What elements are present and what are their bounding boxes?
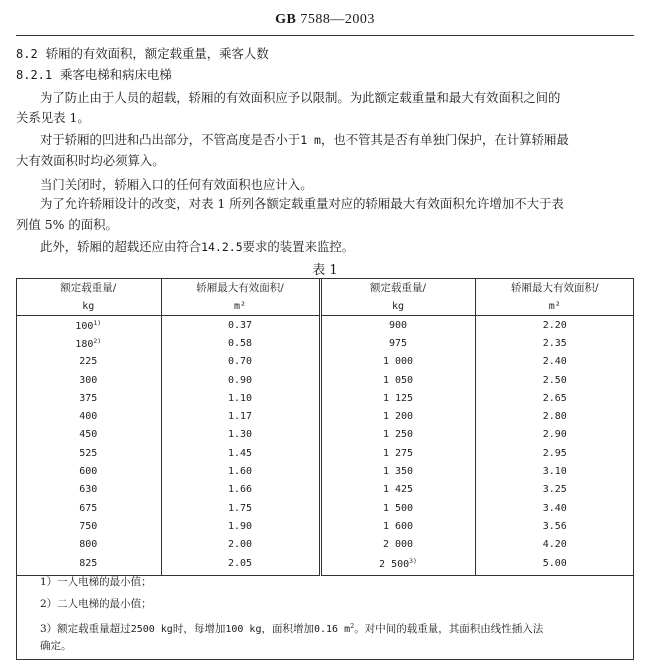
footnote-marker: 1) <box>93 318 102 327</box>
cell-area-right <box>475 462 634 480</box>
cell-load-right <box>320 316 475 335</box>
cell-area-right <box>475 426 634 444</box>
table-caption: 表 1 <box>312 263 338 278</box>
cell-load-left <box>16 371 161 389</box>
cell-load-left-value: 300 <box>79 374 98 386</box>
subsection-heading <box>16 66 636 84</box>
header-load-label-right: 额定载重量/ <box>320 278 475 297</box>
cell-load-left-value: 600 <box>79 466 98 478</box>
cell-load-left-value: 225 <box>79 356 98 368</box>
note-3-line-2: 确定。 <box>40 640 72 652</box>
cell-area-left <box>161 426 320 444</box>
cell-load-left <box>16 334 161 352</box>
note-3-line-1 <box>40 616 543 640</box>
table-row <box>16 481 634 499</box>
table-header-row-labels <box>16 278 634 297</box>
cell-area-right-value: 3.25 <box>542 484 567 496</box>
cell-area-right-value: 5.00 <box>542 557 567 569</box>
paragraph-2-value: 1 m <box>300 133 321 147</box>
cell-area-left-value: 1.66 <box>227 484 253 496</box>
cell-load-right-value: 975 <box>388 337 408 349</box>
cell-load-right-value: 900 <box>388 319 408 331</box>
cell-load-right <box>320 389 475 407</box>
paragraph-1-line-1: 为了防止由于人员的超载，轿厢的有效面积应予以限制。为此额定载重量和最大有效面积之间的 <box>40 90 561 105</box>
cell-area-right-value: 3.56 <box>542 520 567 532</box>
cell-load-left <box>16 407 161 425</box>
cell-load-left-value: 180 <box>75 338 94 350</box>
cell-area-left-value: 1.75 <box>227 502 253 514</box>
cell-load-left-value: 800 <box>79 539 98 551</box>
note-1: 1）一人电梯的最小值； <box>40 576 152 588</box>
cell-load-right-value: 1 350 <box>382 466 414 478</box>
cell-load-right <box>320 462 475 480</box>
note-2: 2）二人电梯的最小值； <box>40 598 152 610</box>
header-area-label-left: 轿厢最大有效面积/ <box>161 278 320 297</box>
table-row <box>16 353 634 371</box>
cell-load-left-value: 675 <box>79 502 98 514</box>
cell-load-left-value: 630 <box>79 484 98 496</box>
cell-load-right-value: 1 200 <box>382 411 414 423</box>
cell-area-right <box>475 316 634 335</box>
table-row <box>16 462 634 480</box>
cell-area-left <box>161 462 320 480</box>
section-title: 轿厢的有效面积，额定载重量，乘客人数 <box>45 46 269 61</box>
header-load-unit-right: kg <box>320 297 475 316</box>
cell-area-right <box>475 536 634 554</box>
cell-area-left <box>161 536 320 554</box>
section-number: 8.2 <box>16 47 38 61</box>
cell-area-left <box>161 554 320 576</box>
cell-area-left-value: 0.90 <box>227 374 253 386</box>
cell-load-right-value: 1 000 <box>382 356 414 368</box>
header-area-label-right: 轿厢最大有效面积/ <box>475 278 634 297</box>
cell-load-left <box>16 353 161 371</box>
cell-load-right <box>320 353 475 371</box>
footnote-marker: 2) <box>93 336 102 345</box>
cell-area-left <box>161 481 320 499</box>
table-row <box>16 371 634 389</box>
cell-area-right <box>475 334 634 352</box>
cell-load-right-value: 1 125 <box>382 392 414 404</box>
cell-load-right-value: 1 250 <box>382 429 414 441</box>
paragraph-1-line-2: 关系见表 1。 <box>16 110 90 125</box>
table-row <box>16 499 634 517</box>
cell-load-left-value: 825 <box>79 557 98 569</box>
cell-load-left <box>16 389 161 407</box>
cell-load-right <box>320 481 475 499</box>
note-3-threshold: 2500 kg <box>130 624 173 635</box>
cell-area-right-value: 3.40 <box>542 502 567 514</box>
cell-area-left-value: 1.30 <box>227 429 253 441</box>
cell-area-right-value: 2.40 <box>542 356 567 368</box>
cell-load-left <box>16 481 161 499</box>
footnote-marker: 3) <box>409 556 417 565</box>
cell-area-left <box>161 371 320 389</box>
cell-load-right-value: 1 500 <box>382 502 414 514</box>
table-row <box>16 517 634 535</box>
cell-load-left <box>16 499 161 517</box>
load-area-table <box>16 278 634 576</box>
cell-load-left-value: 525 <box>79 447 98 459</box>
cell-area-right <box>475 499 634 517</box>
note-3-step: 100 kg <box>225 624 262 635</box>
cell-area-left-value: 1.90 <box>227 520 253 532</box>
cell-area-right <box>475 353 634 371</box>
cell-area-right-value: 2.50 <box>542 374 567 386</box>
table-row <box>16 407 634 425</box>
cell-area-right-value: 2.20 <box>542 319 567 331</box>
cell-area-right-value: 2.95 <box>542 447 567 459</box>
header-area-unit-left: m² <box>161 297 320 316</box>
cell-area-right <box>475 554 634 576</box>
standard-prefix: GB <box>275 12 297 27</box>
cell-load-right-value: 1 050 <box>382 374 414 386</box>
cell-load-left-value: 375 <box>79 392 98 404</box>
cell-area-right <box>475 517 634 535</box>
cell-area-right <box>475 407 634 425</box>
cell-area-left <box>161 353 320 371</box>
cell-area-left-value: 2.00 <box>227 539 253 551</box>
paragraph-3: 当门关闭时，轿厢入口的任何有效面积也应计入。 <box>40 177 313 192</box>
cell-area-right-value: 2.35 <box>542 337 567 349</box>
cell-load-right <box>320 407 475 425</box>
cell-area-left-value: 0.37 <box>227 319 253 331</box>
cell-load-left-value: 750 <box>79 520 98 532</box>
paragraph-5 <box>40 238 636 256</box>
paragraph-4-line-2: 列值 5% 的面积。 <box>16 217 118 232</box>
paragraph-5-text-a: 此外，轿厢的超载还应由符合 <box>40 239 202 254</box>
paragraph-2-text-c: ，也不管其是否有单独门保护，在计算轿厢最 <box>320 132 569 147</box>
cell-area-left <box>161 316 320 335</box>
cell-load-left <box>16 462 161 480</box>
cell-area-left-value: 0.58 <box>227 337 253 349</box>
cell-area-left-value: 1.45 <box>227 447 253 459</box>
note-3-mid1: 时，每增加 <box>172 623 226 635</box>
paragraph-5-text-c: 要求的装置来监控。 <box>242 239 355 254</box>
cell-load-left <box>16 316 161 335</box>
cell-area-left <box>161 407 320 425</box>
note-3-prefix: 3）额定载重量超过 <box>40 623 131 635</box>
cell-load-left <box>16 426 161 444</box>
cell-load-left <box>16 517 161 535</box>
cell-area-left <box>161 499 320 517</box>
section-heading <box>16 45 636 63</box>
cell-area-left-value: 1.17 <box>227 411 253 423</box>
cell-area-left <box>161 444 320 462</box>
cell-load-left-value: 100 <box>75 320 94 332</box>
table-row <box>16 426 634 444</box>
cell-load-right-value: 2 000 <box>382 539 414 551</box>
cell-load-right <box>320 517 475 535</box>
paragraph-4-line-1: 为了允许轿厢设计的改变，对表 1 所列各额定载重量对应的轿厢最大有效面积允许增加不大于表 <box>40 196 564 211</box>
header-load-label-left: 额定载重量/ <box>60 282 117 294</box>
table-row <box>16 536 634 554</box>
header-load-unit-left: kg <box>16 297 161 316</box>
cell-area-left <box>161 334 320 352</box>
table-row <box>16 389 634 407</box>
cell-load-right <box>320 554 475 576</box>
cell-area-left-value: 0.70 <box>227 356 253 368</box>
cell-area-left <box>161 517 320 535</box>
subsection-title: 乘客电梯和病床电梯 <box>60 67 172 82</box>
paragraph-2-line-2: 大有效面积时均必须算入。 <box>16 153 165 168</box>
cell-load-right <box>320 444 475 462</box>
cell-load-left-value: 450 <box>79 429 98 441</box>
cell-area-right-value: 2.80 <box>542 411 567 423</box>
document-header <box>0 12 650 28</box>
cell-load-right-value: 1 275 <box>382 447 414 459</box>
cell-load-right-value: 1 425 <box>382 484 414 496</box>
subsection-number: 8.2.1 <box>16 68 53 82</box>
cell-load-left <box>16 444 161 462</box>
cell-area-left-value: 2.05 <box>227 557 253 569</box>
paragraph-5-clause: 14.2.5 <box>201 240 243 254</box>
note-3-mid2: ，面积增加 <box>261 623 314 635</box>
cell-load-right <box>320 536 475 554</box>
table-header-row-units <box>16 297 634 316</box>
cell-area-right-value: 3.10 <box>542 466 567 478</box>
cell-area-left <box>161 389 320 407</box>
cell-area-right-value: 2.90 <box>542 429 567 441</box>
cell-load-right <box>320 334 475 352</box>
cell-load-left <box>16 536 161 554</box>
table-row <box>16 334 634 352</box>
cell-load-right <box>320 499 475 517</box>
note-3-area: 0.16 m <box>313 624 351 635</box>
cell-load-right-value: 2 500 <box>379 558 410 570</box>
cell-load-right <box>320 426 475 444</box>
note-3-suffix: 。对中间的载重量，其面积由线性插入法 <box>354 623 544 635</box>
paragraph-2-text-a: 对于轿厢的凹进和凸出部分，不管高度是否小于 <box>40 132 301 147</box>
cell-area-right <box>475 444 634 462</box>
cell-area-right-value: 2.65 <box>542 392 567 404</box>
paragraph-2-line-1 <box>40 131 636 149</box>
cell-area-right <box>475 389 634 407</box>
cell-area-right-value: 4.20 <box>542 539 567 551</box>
cell-area-left-value: 1.10 <box>227 392 253 404</box>
table-row <box>16 444 634 462</box>
cell-area-left-value: 1.60 <box>227 466 253 478</box>
standard-number: 7588—2003 <box>300 12 375 27</box>
cell-area-right <box>475 481 634 499</box>
header-area-unit-right: m² <box>475 297 634 316</box>
cell-load-left-value: 400 <box>79 411 98 423</box>
cell-area-right <box>475 371 634 389</box>
table-row <box>16 316 634 335</box>
header-rule <box>16 35 634 36</box>
note-3-sup: 2 <box>350 622 355 630</box>
cell-load-right-value: 1 600 <box>382 520 414 532</box>
cell-load-right <box>320 371 475 389</box>
